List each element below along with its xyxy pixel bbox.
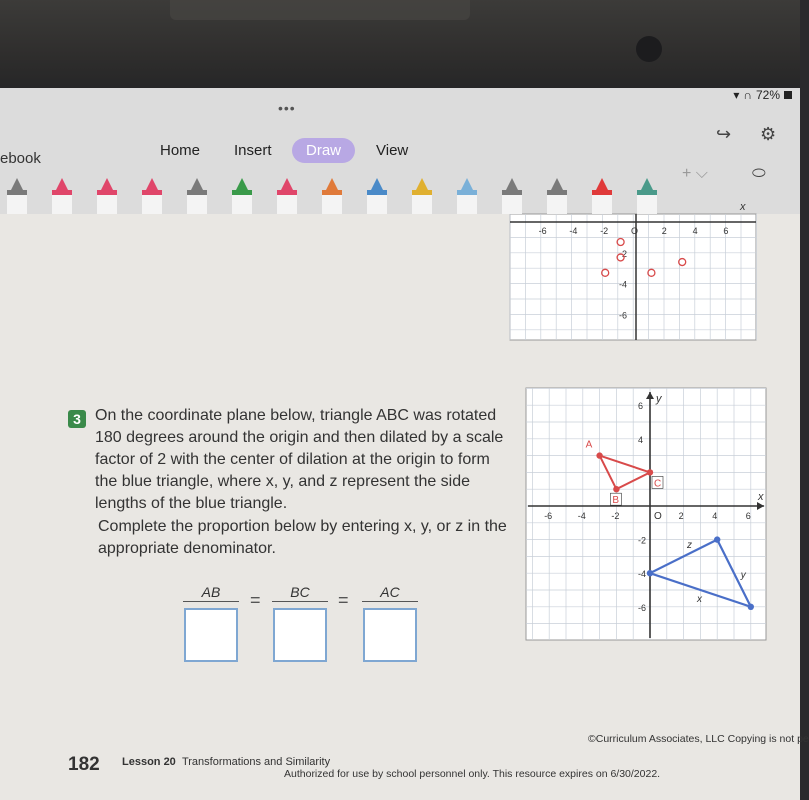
blue-triangle-vertex: [748, 604, 754, 610]
y-tick-label: 6: [638, 401, 644, 412]
side-label-y: y: [740, 570, 746, 582]
notebook-title: ebook: [0, 150, 41, 167]
tab-draw[interactable]: Draw: [292, 138, 355, 163]
pen-tool-11[interactable]: [456, 178, 478, 214]
battery-icon: [784, 91, 792, 99]
top-y-tick-label: -4: [619, 279, 628, 290]
lasso-icon[interactable]: ⬭: [752, 165, 766, 182]
side-label-x: x: [697, 593, 703, 605]
question-instruction: Complete the proportion below by entering x, y, or z in the appropriate denominator.: [98, 518, 507, 557]
y-axis-label: y: [656, 393, 662, 405]
page-number: 182: [68, 754, 100, 775]
vertex-label-b: B: [612, 495, 620, 507]
pen-tool-6[interactable]: [231, 178, 253, 214]
x-tick-label: -2: [611, 511, 620, 521]
authorized-text: Authorized for use by school personnel only. This resource expires on 6/30/2022.: [284, 768, 661, 780]
red-triangle-vertex: [596, 452, 602, 458]
ratio-ac-numerator: AC: [362, 584, 418, 602]
blue-triangle-vertex: [714, 536, 720, 542]
pen-tool-13[interactable]: [546, 178, 568, 214]
top-y-tick-label: -2: [619, 248, 628, 259]
device-bezel-band: [170, 0, 470, 20]
ratio-ab: [183, 584, 239, 662]
y-tick-label: -2: [638, 535, 647, 546]
y-tick-label: 4: [638, 434, 644, 445]
pen-tool-12[interactable]: [501, 178, 523, 214]
pen-tool-10[interactable]: [411, 178, 433, 214]
lesson-label: Lesson 20: [122, 756, 176, 768]
top-y-tick-label: -6: [619, 310, 628, 321]
y-tick-label: -6: [638, 602, 647, 613]
pen-tool-3[interactable]: [96, 178, 118, 214]
x-tick-label: 6: [745, 511, 751, 521]
top-coordinate-plane: [506, 201, 758, 342]
side-label-z: z: [686, 540, 692, 551]
pen-tool-15[interactable]: [636, 178, 658, 214]
pen-tool-14[interactable]: [591, 178, 613, 214]
equals-sign-2: =: [338, 590, 349, 610]
ratio-ab-denominator-input[interactable]: [184, 608, 238, 662]
copyright-text: ©Curriculum Associates, LLC Copying is not pe: [588, 733, 809, 745]
top-x-tick-label: 4: [692, 226, 698, 236]
pen-tool-9[interactable]: [366, 178, 388, 214]
top-x-tick-label: -2: [600, 226, 609, 236]
status-bar: [733, 88, 792, 102]
coordinate-plane: [526, 388, 770, 644]
origin-label: O: [654, 511, 662, 522]
x-tick-label: -6: [544, 511, 553, 521]
top-x-label: x: [740, 201, 746, 213]
vertex-label-a: A: [585, 439, 593, 451]
wifi-icon: ▾: [733, 88, 740, 102]
tab-view[interactable]: View: [376, 142, 409, 159]
y-tick-label: -4: [638, 569, 647, 580]
red-triangle-vertex: [613, 486, 619, 492]
top-x-tick-label: 2: [661, 226, 667, 236]
top-x-tick-label: -4: [569, 226, 578, 236]
multitask-dots-icon[interactable]: •••: [278, 100, 296, 116]
lesson-title: Transformations and Similarity: [181, 756, 331, 768]
question-number-badge: 3: [68, 410, 86, 428]
x-tick-label: 4: [712, 511, 718, 521]
plus-icon[interactable]: + ⌵: [682, 165, 708, 182]
camera-icon: [636, 36, 662, 62]
share-icon[interactable]: ↪: [716, 124, 732, 144]
vertex-label-c: C: [654, 478, 662, 490]
equals-sign-1: =: [250, 590, 261, 610]
tab-insert[interactable]: Insert: [234, 142, 272, 159]
headphones-icon: ∩: [743, 88, 752, 102]
ratio-ab-numerator: AB: [183, 584, 239, 602]
x-tick-label: 2: [678, 511, 684, 521]
pen-tool-4[interactable]: [141, 178, 163, 214]
top-x-tick-label: -6: [538, 226, 547, 236]
pen-tool-1[interactable]: [6, 178, 28, 214]
red-triangle-vertex: [647, 469, 653, 475]
pen-tool-7[interactable]: [276, 178, 298, 214]
tab-home[interactable]: Home: [160, 142, 201, 159]
top-x-tick-label: 6: [723, 226, 729, 236]
gear-icon[interactable]: ⚙: [760, 124, 777, 144]
pen-tool-5[interactable]: [186, 178, 208, 214]
lesson-footer: [122, 756, 330, 768]
ratio-ac-denominator-input[interactable]: [363, 608, 417, 662]
pen-tool-2[interactable]: [51, 178, 73, 214]
ratio-bc-denominator-input[interactable]: [273, 608, 327, 662]
ratio-bc: [272, 584, 328, 662]
pen-tool-8[interactable]: [321, 178, 343, 214]
x-axis-label: x: [758, 491, 764, 503]
top-x-tick-label: O: [631, 226, 639, 236]
ratio-bc-numerator: BC: [272, 584, 328, 602]
question-text: On the coordinate plane below, triangle ABC was rotated 180 degrees around the origin and then dilated by a scale factor of 2 with the center of dilation at the origin to form the blue triangle, where x, y, and z represent the side lengths of the blue triangle.: [95, 407, 504, 512]
blue-triangle-vertex: [647, 570, 653, 576]
battery-label: 72%: [755, 88, 780, 102]
x-tick-label: -4: [577, 511, 586, 521]
ratio-ac: [362, 584, 418, 662]
